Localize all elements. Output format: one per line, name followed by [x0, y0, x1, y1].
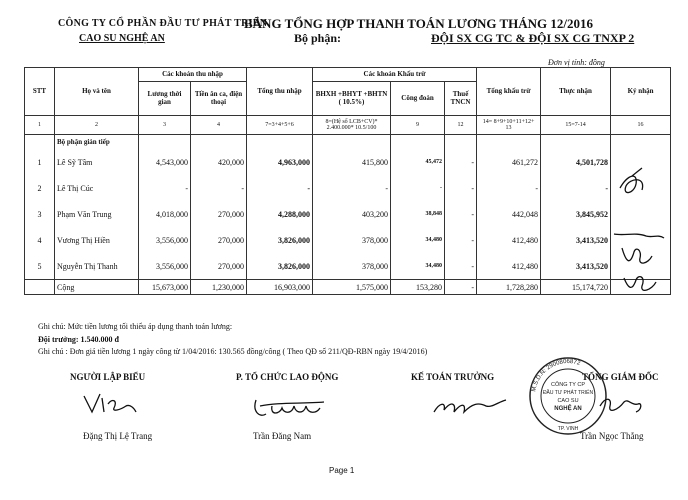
accountant-signature [430, 394, 510, 418]
total-allowance: 1,230,000 [191, 280, 247, 295]
header-tax: Thuế TNCN [445, 82, 477, 116]
index-cell: 8=(Hệ số LCB+CV)* 2.400.000* 10.5/100 [313, 116, 391, 135]
signature-mark-5 [624, 277, 656, 291]
company-name-line2: CAO SU NGHỆ AN [79, 33, 165, 44]
table-row [25, 149, 671, 175]
row-salary: 4,018,000 [139, 201, 191, 227]
company-name: CÔNG TY CỔ PHẦN ĐẦU TƯ PHÁT TRIỂN [58, 18, 268, 29]
row-salary: 3,556,000 [139, 253, 191, 280]
row-allowance: 270,000 [191, 201, 247, 227]
page-number: Page 1 [329, 466, 355, 475]
row-total-deduction: 461,272 [477, 149, 541, 175]
row-insurance: 378,000 [313, 253, 391, 280]
row-salary: 4,543,000 [139, 149, 191, 175]
row-name: Lê Thị Cúc [55, 175, 139, 201]
seal-line4: NGHỆ AN [554, 406, 582, 412]
signature-mark-1 [620, 168, 643, 193]
header-deduction-group: Các khoản Khấu trừ [313, 68, 477, 82]
row-total-deduction: 412,480 [477, 227, 541, 253]
row-allowance: - [191, 175, 247, 201]
accountant-title: KẾ TOÁN TRƯỞNG [411, 372, 495, 382]
row-total-income: 4,288,000 [247, 201, 313, 227]
preparer-signature [80, 390, 140, 420]
index-cell: 2 [55, 116, 139, 135]
table-row [25, 253, 671, 280]
row-net: 3,413,520 [541, 253, 611, 280]
row-net: 3,413,520 [541, 227, 611, 253]
section-row [25, 135, 671, 150]
row-name: Phạm Văn Trung [55, 201, 139, 227]
row-union: 45,472 [391, 149, 445, 175]
row-total-deduction: 442,048 [477, 201, 541, 227]
currency-unit: Đơn vị tính: đồng [548, 58, 605, 67]
index-cell: 14= 8+9+10+11+12+ 13 [477, 116, 541, 135]
seal-city: TP. VINH [557, 426, 579, 432]
header-name: Họ và tên [55, 68, 139, 116]
row-net: 3,845,952 [541, 201, 611, 227]
signature-mark-3 [614, 234, 664, 238]
section-label: Bộ phận gián tiếp [55, 135, 139, 150]
director-name: Trần Ngọc Thắng [580, 431, 644, 441]
row-stt: 2 [25, 175, 55, 201]
row-total-deduction: 412,480 [477, 253, 541, 280]
preparer-title: NGƯỜI LẬP BIỂU [70, 372, 146, 382]
index-cell: 3 [139, 116, 191, 135]
index-cell: 9 [391, 116, 445, 135]
row-stt: 3 [25, 201, 55, 227]
row-union: 34,480 [391, 227, 445, 253]
table-row [25, 227, 671, 253]
row-salary: 3,556,000 [139, 227, 191, 253]
note-min-salary: Ghi chú: Mức tiền lương tối thiểu áp dụng thanh toán lương: [38, 322, 233, 331]
department-label: Bộ phận: [294, 31, 342, 45]
department-value: ĐỘI SX CG TC & ĐỘI SX CG TNXP 2 [431, 31, 635, 45]
row-net: 4,501,728 [541, 149, 611, 175]
seal-line2: ĐẦU TƯ PHÁT TRIỂN [542, 390, 594, 396]
row-tax: - [445, 175, 477, 201]
header-insurance: BHXH +BHYT +BHTN ( 10.5%) [313, 82, 391, 116]
row-insurance: 403,200 [313, 201, 391, 227]
table-row [25, 175, 671, 201]
seal-number: M.S.D.N: 2900806872 [531, 358, 581, 393]
row-insurance: - [313, 175, 391, 201]
header-stt: STT [25, 68, 55, 116]
index-cell: 1 [25, 116, 55, 135]
row-salary: - [139, 175, 191, 201]
row-stt: 1 [25, 149, 55, 175]
header-signature: Ký nhận [611, 68, 671, 116]
header-total-deduction: Tổng khấu trừ [477, 68, 541, 116]
document-title: BẢNG TỔNG HỢP THANH TOÁN LƯƠNG THÁNG 12/2016 [244, 16, 594, 31]
header-total-income: Tổng thu nhập [247, 68, 313, 116]
total-union: 153,280 [391, 280, 445, 295]
row-tax: - [445, 253, 477, 280]
row-total-income: 3,826,000 [247, 227, 313, 253]
index-cell: 7=3+4+5+6 [247, 116, 313, 135]
hr-title: P. TỔ CHỨC LAO ĐỘNG [236, 372, 339, 382]
row-tax: - [445, 227, 477, 253]
row-allowance: 420,000 [191, 149, 247, 175]
row-insurance: 378,000 [313, 227, 391, 253]
seal-line1: CÔNG TY CP [550, 382, 586, 388]
seal-line3: CAO SU [557, 398, 579, 404]
hr-name: Trần Đăng Nam [253, 431, 312, 441]
row-stt: 4 [25, 227, 55, 253]
row-stt: 5 [25, 253, 55, 280]
receipt-signatures [612, 166, 672, 306]
total-tax: - [445, 280, 477, 295]
note-daily-rate: Ghi chú : Đơn giá tiền lương 1 ngày công từ 1/04/2016: 130.565 đồng/công ( Theo QĐ số 211/QĐ-RBN ngày 19/4/2016) [38, 347, 428, 356]
total-label: Cộng [55, 280, 139, 295]
signature-mark-4 [622, 248, 652, 263]
row-union: - [391, 175, 445, 201]
row-total-income: - [247, 175, 313, 201]
preparer-name: Đặng Thị Lệ Trang [83, 431, 153, 441]
note-team-leader: Đội trưởng: 1.540.000 đ [38, 335, 120, 344]
index-cell: 16 [611, 116, 671, 135]
header-income-group: Các khoản thu nhập [139, 68, 247, 82]
total-income: 16,903,000 [247, 280, 313, 295]
total-deduction: 1,728,280 [477, 280, 541, 295]
hr-signature [250, 392, 330, 422]
row-insurance: 415,800 [313, 149, 391, 175]
payroll-table [24, 67, 671, 295]
row-net: - [541, 175, 611, 201]
row-total-income: 4,963,000 [247, 149, 313, 175]
index-cell: 15=7-14 [541, 116, 611, 135]
director-signature [596, 392, 646, 418]
total-salary: 15,673,000 [139, 280, 191, 295]
director-title: TỔNG GIÁM ĐỐC [582, 372, 659, 382]
row-name: Lê Sỹ Tâm [55, 149, 139, 175]
table-row [25, 201, 671, 227]
index-cell: 12 [445, 116, 477, 135]
total-net: 15,174,720 [541, 280, 611, 295]
total-insurance: 1,575,000 [313, 280, 391, 295]
row-allowance: 270,000 [191, 227, 247, 253]
header-allowance: Tiền ăn ca, điện thoại [191, 82, 247, 116]
header-salary: Lương thời gian [139, 82, 191, 116]
row-name: Vương Thị Hiền [55, 227, 139, 253]
row-total-income: 3,826,000 [247, 253, 313, 280]
header-net-pay: Thực nhận [541, 68, 611, 116]
header-union: Công đoàn [391, 82, 445, 116]
row-allowance: 270,000 [191, 253, 247, 280]
row-union: 34,480 [391, 253, 445, 280]
index-cell: 4 [191, 116, 247, 135]
total-row [25, 280, 671, 295]
row-tax: - [445, 201, 477, 227]
row-tax: - [445, 149, 477, 175]
row-total-deduction: - [477, 175, 541, 201]
row-name: Nguyễn Thị Thanh [55, 253, 139, 280]
column-index-row [25, 116, 671, 135]
row-union: 38,848 [391, 201, 445, 227]
